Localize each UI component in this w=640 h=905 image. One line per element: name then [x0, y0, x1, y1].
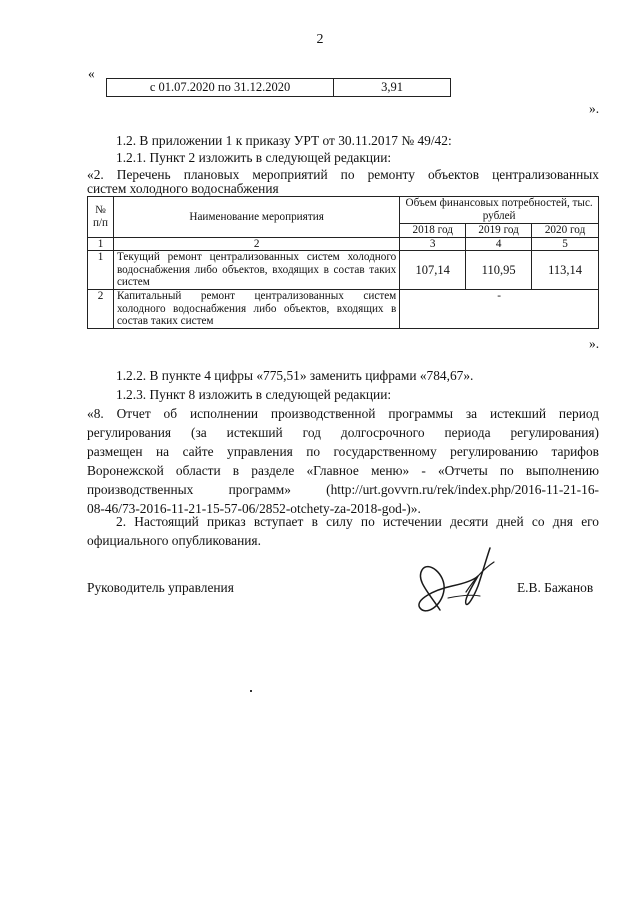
table-row [88, 251, 599, 290]
paragraph-2-line-1: 2. Настоящий приказ вступает в силу по истечении десяти дней со дня его [116, 514, 599, 529]
paragraph-2-line-2: официального опубликования. [87, 533, 261, 548]
col-number-5: 5 [532, 237, 599, 251]
col-number-4: 4 [466, 237, 532, 251]
header-year-2018: 2018 год [400, 224, 466, 238]
table-row [107, 79, 451, 97]
paragraph-8-line-4: Воронежской области в разделе «Главное меню» - «Отчеты по выполнению [87, 463, 599, 478]
paragraph-1-2-1: 1.2.1. Пункт 2 изложить в следующей редакции: [116, 150, 392, 165]
paragraph-8-line-3: размещен на сайте управления по государственному регулированию тарифов [87, 444, 599, 459]
plan-table [87, 196, 599, 329]
row-value-2018: 107,14 [400, 251, 466, 290]
scan-speck [250, 690, 252, 692]
col-number-3: 3 [400, 237, 466, 251]
table-row [88, 237, 599, 251]
row-value-2019: 110,95 [466, 251, 532, 290]
rate-table [106, 78, 451, 97]
row-value-merged: - [400, 289, 599, 328]
paragraph-8-line-5: производственных программ» (http://urt.govvrn.ru/rek/index.php/2016-11-21-16- [87, 482, 599, 497]
paragraph-1-2-2: 1.2.2. В пункте 4 цифры «775,51» заменить цифрами «784,67». [116, 368, 474, 383]
row-num: 2 [88, 289, 114, 328]
paragraph-8-line-2: регулирования (за истекший год долгосрочного периода регулирования) [87, 425, 599, 440]
row-num: 1 [88, 251, 114, 290]
closing-quote-1: ». [589, 101, 600, 116]
header-num: № п/п [88, 197, 114, 238]
paragraph-1-2: 1.2. В приложении 1 к приказу УРТ от 30.11.2017 № 49/42: [116, 133, 452, 148]
header-year-2019: 2019 год [466, 224, 532, 238]
paragraph-8-line-6: 08-46/73-2016-11-21-15-57-06/2852-otchety-za-2018-god-)». [87, 501, 421, 516]
paragraph-8-line-1: «8. Отчет об исполнении производственной программы за истекший период [87, 406, 599, 421]
table-header-row [88, 197, 599, 224]
closing-quote-2: ». [589, 336, 600, 351]
rate-value-cell: 3,91 [334, 79, 451, 97]
header-name: Наименование мероприятия [113, 197, 399, 238]
header-year-2020: 2020 год [532, 224, 599, 238]
period-cell: с 01.07.2020 по 31.12.2020 [107, 79, 334, 97]
paragraph-1-2-3: 1.2.3. Пункт 8 изложить в следующей редакции: [116, 387, 392, 402]
list-title-line-2: систем холодного водоснабжения [87, 181, 279, 196]
row-value-2020: 113,14 [532, 251, 599, 290]
col-number-1: 1 [88, 237, 114, 251]
signature-image [408, 540, 498, 622]
list-title-line-1: «2. Перечень плановых мероприятий по ремонту объектов централизованных [87, 167, 599, 182]
row-name: Капитальный ремонт централизованных систем холодного водоснабжения либо объектов, входящих в состав таких систем [113, 289, 399, 328]
row-name: Текущий ремонт централизованных систем холодного водоснабжения либо объектов, входящих в состав таких систем [113, 251, 399, 290]
table-row [88, 289, 599, 328]
page-number: 2 [316, 32, 324, 47]
signatory-name: Е.В. Бажанов [517, 580, 594, 595]
opening-quote: « [88, 66, 95, 81]
col-number-2: 2 [113, 237, 399, 251]
header-volume: Объем финансовых потребностей, тыс. рублей [400, 197, 599, 224]
signatory-title: Руководитель управления [87, 580, 234, 595]
